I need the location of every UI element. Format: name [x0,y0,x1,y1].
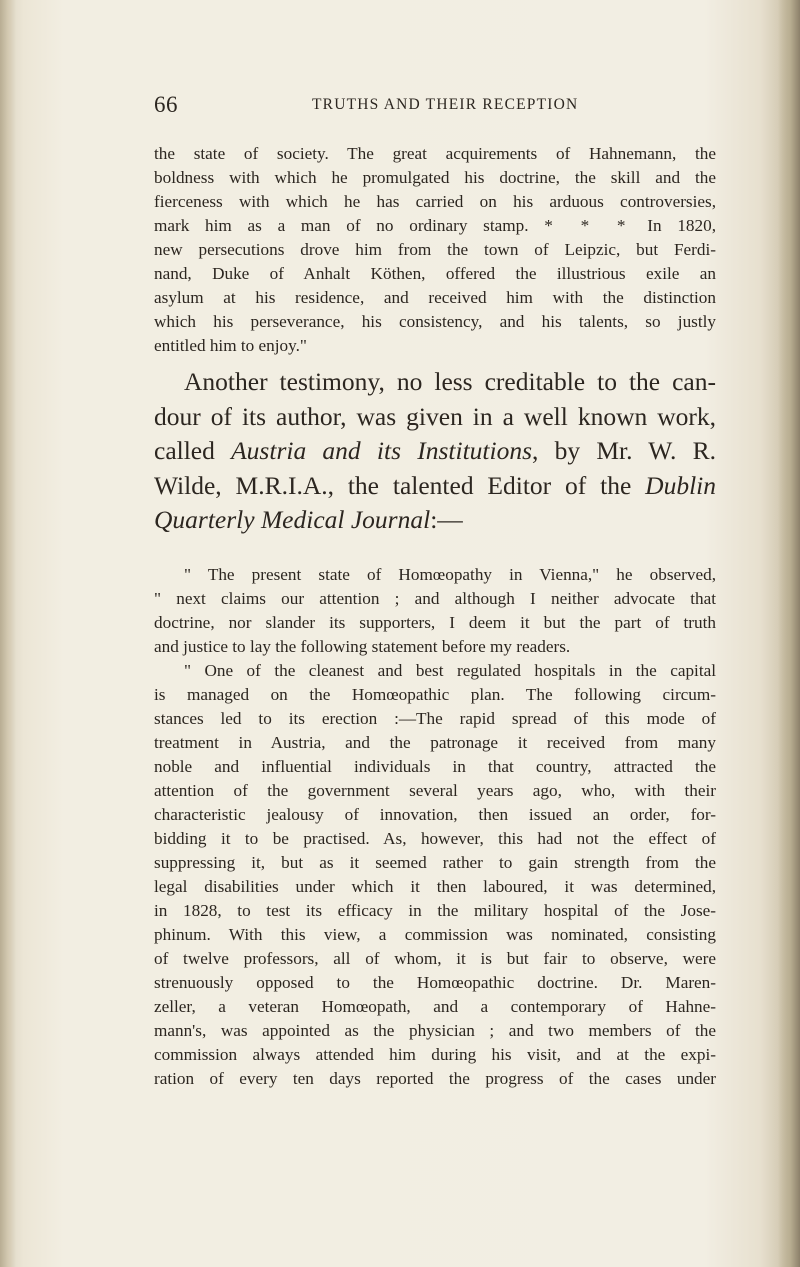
journal-title-part-2: Quarterly Medical Journal [154,505,431,534]
text-line: " next claims our attention ; and although I neither advocate that [154,589,716,608]
text-line: zeller, a veteran Homœopath, and a contemporary of Hahne- [154,997,716,1016]
text-line: doctrine, nor slander its supporters, I deem it but the part of truth [154,613,716,632]
paragraph-hospital [154,659,716,1091]
text-line: asylum at his residence, and received him with the distinction [154,288,716,307]
text-line: phinum. With this view, a commission was nominated, consisting [154,925,716,944]
text-line: which his perseverance, his consistency, and his talents, so justly [154,312,716,331]
text-line: and justice to lay the following statement before my readers. [154,637,571,656]
paragraph-testimony [154,365,716,538]
text-span: In 1820, [631,216,716,235]
text-line: attention of the government several years ago, who, with their [154,781,716,800]
text-line: " One of the cleanest and best regulated hospitals in the capital [184,661,716,680]
text-line: strenuously opposed to the Homœopathic doctrine. Dr. Maren- [154,973,716,992]
text-span: Wilde, M.R.I.A., the talented Editor of the [154,470,646,500]
book-title: Austria and its Institutions [231,436,533,465]
text-line: stances led to its erection :—The rapid spread of this mode of [154,709,716,728]
text-line [154,503,716,538]
text-line: dour of its author, was given in a well known work, [154,401,716,431]
text-line: " The present state of Homœopathy in Vienna," he observed, [184,565,716,584]
text-line: nand, Duke of Anhalt Köthen, offered the illustrious exile an [154,264,716,283]
text-line [154,214,716,238]
text-line: characteristic jealousy of innovation, then issued an order, for- [154,805,716,824]
text-line: new persecutions drove him from the town of Leipzic, but Ferdi- [154,240,716,259]
text-line [154,434,716,469]
text-line: of twelve professors, all of whom, it is but fair to observe, were [154,949,716,968]
text-line: legal disabilities under which it then laboured, it was determined, [154,877,716,896]
paragraph-quote-continuation [154,142,716,358]
text-line: entitled him to enjoy." [154,336,307,355]
page-number: 66 [154,92,178,117]
text-line: suppressing it, but as it seemed rather to gain strength from the [154,853,716,872]
text-line: Another testimony, no less creditable to the can- [184,367,716,396]
text-line: is managed on the Homœopathic plan. The following circum- [154,685,716,704]
text-line: bidding it to be practised. As, however, this had not the effect of [154,829,716,848]
page-header [154,92,714,122]
text-line: noble and influential individuals in that country, attracted the [154,757,716,776]
text-span: :— [430,505,463,534]
text-line [154,469,716,504]
text-line: boldness with which he promulgated his doctrine, the skill and the [154,168,716,187]
text-line: the state of society. The great acquirements of Hahnemann, the [154,144,716,163]
text-line: ration of every ten days reported the progress of the cases under [154,1069,716,1088]
text-span: mark him as a man of no ordinary stamp. [154,216,529,235]
page-left-edge-shadow [0,0,16,1267]
text-span: called [154,436,232,465]
page-right-edge-shadow [778,0,800,1267]
text-line: fierceness with which he has carried on his arduous controversies, [154,192,716,211]
journal-title-part-1: Dublin [645,470,716,500]
running-head: TRUTHS AND THEIR RECEPTION [312,96,579,113]
paragraph-vienna-quote [154,563,716,659]
asterisks: * * * [544,216,632,235]
text-line: in 1828, to test its efficacy in the military hospital of the Jose- [154,901,716,920]
text-line: mann's, was appointed as the physician ; and two members of the [154,1021,716,1040]
text-span: , by Mr. W. R. [532,436,716,465]
text-line: commission always attended him during his visit, and at the expi- [154,1045,716,1064]
text-line: treatment in Austria, and the patronage it received from many [154,733,716,752]
